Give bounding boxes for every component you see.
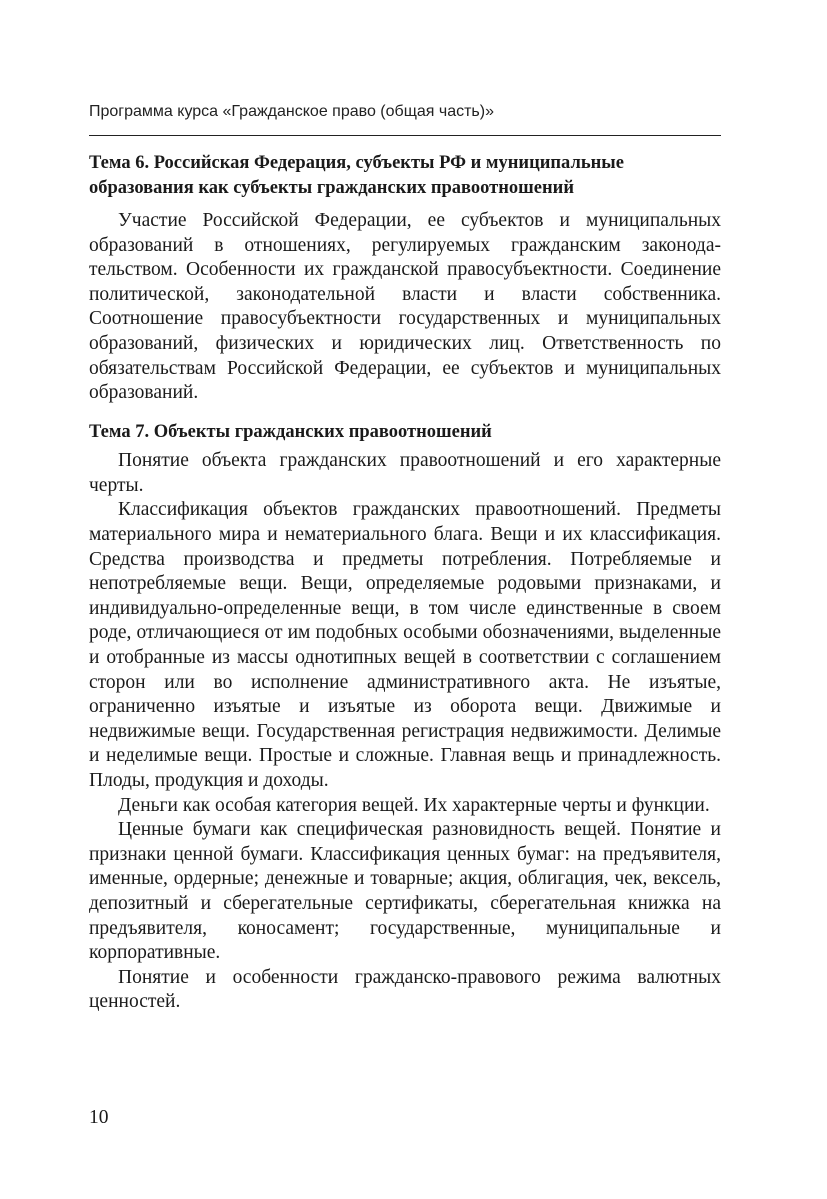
header-rule — [89, 135, 721, 136]
topic-7-heading: Тема 7. Объекты гражданских правоотношений — [89, 421, 492, 442]
topic-7-paragraph-4: Ценные бумаги как специфическая разновидность вещей. Понятие и признаки ценной бумаги. Классификация ценных бумаг: на предъявителя, именные, ордерные; денежные и товарные; акция, облигация, чек, вексель, депозитный и сберегательные сертификаты, сберегательная книжка на предъявителя, коносамент; государственные, муниципальные и корпоративные. — [89, 819, 721, 964]
page-number: 10 — [89, 1107, 109, 1128]
page-content — [89, 151, 721, 1015]
topic-7-section — [89, 420, 721, 1015]
topic-6-body — [89, 209, 721, 406]
topic-7-paragraph-5: Понятие и особенности гражданско-правового режима валютных ценностей. — [89, 966, 721, 1013]
topic-7-paragraph-1: Понятие объекта гражданских правоотношений и его характерные черты. — [89, 450, 721, 496]
running-head: Программа курса «Гражданское право (общая часть)» — [89, 103, 494, 120]
topic-6-heading: Тема 6. Российская Федерация, субъекты РФ и муниципальные образования как субъекты гражданских правоотношений — [89, 153, 624, 198]
topic-7-paragraph-3: Деньги как особая категория вещей. Их характерные черты и функции. — [118, 794, 710, 816]
topic-6-section — [89, 151, 721, 406]
document-page — [89, 0, 721, 1199]
topic-6-paragraph-1: Участие Российской Федерации, ее субъектов и муниципальных образований в отношениях, регулируемых гражданским законодательством. Особенности их гражданской правосубъектности. Соединение политической, законодательной власти и власти собственника. Соотношение правосубъектности государственных и муниципальных образований, физических и юридических лиц. Ответственность по обязательствам Российской Федерации, ее субъектов и муниципальных образований. — [89, 210, 721, 404]
topic-7-body — [89, 449, 721, 1015]
topic-7-paragraph-2: Классификация объектов гражданских правоотношений. Предметы материального мира и нематериального блага. Вещи и их классификация. Средства производства и предметы потребления. Потребляемые и непотребляемые вещи. Вещи, определяемые родовыми признаками, и индивидуально-определенные вещи, в том числе единственные в своем роде, отличающиеся от им подобных особыми обозначениями, выделенные и отобранные из массы однотипных вещей в соответствии с соглашением сторон или во исполнение административного акта. Не изъятые, ограниченно изъятые и изъятые из оборота вещи. Движимые и недвижимые вещи. Государственная регистрация недвижимости. Делимые и неделимые вещи. Простые и сложные. Главная вещь и принадлежность. Плоды, продукция и доходы. — [89, 499, 721, 791]
